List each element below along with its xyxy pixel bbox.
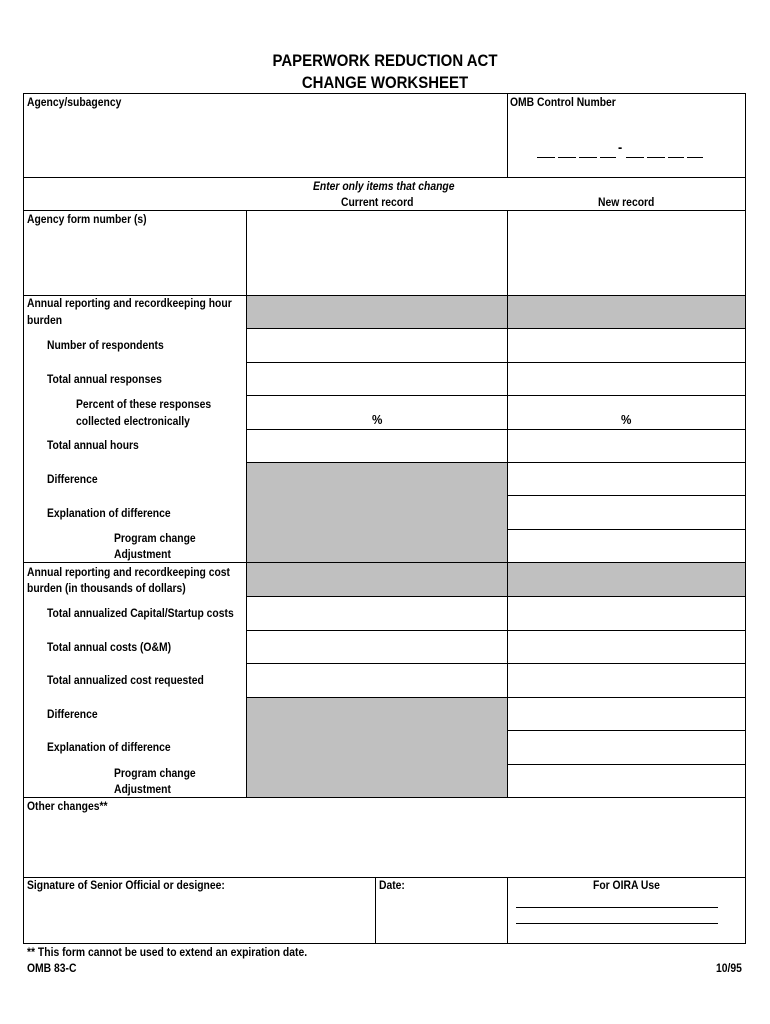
- current-record-header: Current record: [341, 197, 414, 209]
- hours-new-input[interactable]: [507, 429, 746, 463]
- omb-digit-blank: [687, 157, 703, 158]
- adjustment2-label: Adjustment: [114, 784, 171, 796]
- hours-current-input[interactable]: [246, 429, 508, 463]
- difference2-new-input[interactable]: [507, 697, 746, 731]
- oira-line-2: [516, 923, 718, 924]
- row-rule: [23, 797, 746, 798]
- responses-new-input[interactable]: [507, 362, 746, 396]
- footer-note: ** This form cannot be used to extend an expiration date.: [27, 947, 308, 959]
- agency-label: Agency/subagency: [27, 97, 122, 109]
- instruction-text: Enter only items that change: [313, 181, 455, 193]
- omb-digit-blank: [537, 157, 555, 158]
- hours-label: Total annual hours: [47, 440, 139, 452]
- respondents-new-input[interactable]: [507, 328, 746, 363]
- form-title-line1: PAPERWORK REDUCTION ACT: [272, 51, 498, 70]
- hour-burden-current-shaded: [246, 295, 508, 329]
- cost-requested-new-input[interactable]: [507, 663, 746, 698]
- cost-requested-label: Total annualized cost requested: [47, 675, 204, 687]
- omb-dash: -: [618, 139, 623, 155]
- omb-control-input[interactable]: [509, 112, 744, 175]
- omb-digit-blank: [579, 157, 597, 158]
- explanation2-label: Explanation of difference: [47, 742, 171, 754]
- difference-label: Difference: [47, 474, 98, 486]
- capital-current-input[interactable]: [246, 596, 508, 631]
- adjustment2-new-input[interactable]: [507, 764, 746, 798]
- om-new-input[interactable]: [507, 630, 746, 664]
- header-divider: [507, 93, 508, 177]
- cost-burden-current-shaded: [246, 562, 508, 597]
- other-changes-input[interactable]: [25, 816, 744, 876]
- agency-input[interactable]: [25, 112, 505, 175]
- percent-label-2: collected electronically: [76, 416, 190, 428]
- omb-control-label: OMB Control Number: [510, 97, 616, 109]
- omb-digit-blank: [626, 157, 644, 158]
- row-rule: [23, 877, 746, 878]
- signature-label: Signature of Senior Official or designee:: [27, 880, 225, 892]
- new-record-header: New record: [598, 197, 655, 209]
- form-revision: 10/95: [716, 963, 742, 975]
- cost-difference-current-shaded: [246, 697, 508, 798]
- explanation-label: Explanation of difference: [47, 508, 171, 520]
- form-id: OMB 83-C: [27, 963, 77, 975]
- program-change-label: Program change: [114, 533, 196, 545]
- form-number-new-input[interactable]: [508, 211, 745, 295]
- omb-digit-blank: [668, 157, 684, 158]
- difference2-label: Difference: [47, 709, 98, 721]
- responses-current-input[interactable]: [246, 362, 508, 396]
- other-changes-label: Other changes**: [27, 801, 108, 813]
- form-number-label: Agency form number (s): [27, 214, 147, 226]
- signature-input[interactable]: [25, 895, 373, 942]
- omb-digit-blank: [600, 157, 616, 158]
- adjustment-label: Adjustment: [114, 549, 171, 561]
- adjustment-new-input[interactable]: [507, 529, 746, 563]
- responses-label: Total annual responses: [47, 374, 162, 386]
- oira-line-1: [516, 907, 718, 908]
- hour-burden-label-2: burden: [27, 315, 63, 327]
- form-title-line2: CHANGE WORKSHEET: [301, 73, 469, 92]
- capital-new-input[interactable]: [507, 596, 746, 631]
- cost-burden-label-2: burden (in thousands of dollars): [27, 583, 186, 595]
- om-current-input[interactable]: [246, 630, 508, 664]
- date-input[interactable]: [377, 895, 505, 942]
- cost-requested-current-input[interactable]: [246, 663, 508, 698]
- omb-digit-blank: [647, 157, 665, 158]
- difference-new-input[interactable]: [507, 462, 746, 496]
- cost-burden-new-shaded: [507, 562, 746, 597]
- percent-new-symbol: %: [621, 412, 632, 427]
- om-label: Total annual costs (O&M): [47, 642, 172, 654]
- hour-burden-new-shaded: [507, 295, 746, 329]
- form-number-current-input[interactable]: [247, 211, 507, 295]
- explanation2-new-input[interactable]: [507, 730, 746, 765]
- hours-difference-current-shaded: [246, 462, 508, 563]
- oira-use-label: For OIRA Use: [593, 880, 660, 892]
- omb-digit-blank: [558, 157, 576, 158]
- date-label: Date:: [379, 880, 405, 892]
- explanation-new-input[interactable]: [507, 495, 746, 530]
- capital-label: Total annualized Capital/Startup costs: [47, 608, 234, 620]
- percent-current-symbol: %: [372, 412, 383, 427]
- percent-label-1: Percent of these responses: [76, 399, 212, 411]
- respondents-label: Number of respondents: [47, 340, 164, 352]
- cost-burden-label-1: Annual reporting and recordkeeping cost: [27, 567, 231, 579]
- hour-burden-label-1: Annual reporting and recordkeeping hour: [27, 298, 232, 310]
- header-rule: [23, 177, 746, 178]
- program-change2-label: Program change: [114, 768, 196, 780]
- respondents-current-input[interactable]: [246, 328, 508, 363]
- date-divider: [507, 877, 508, 944]
- signature-divider: [375, 877, 376, 944]
